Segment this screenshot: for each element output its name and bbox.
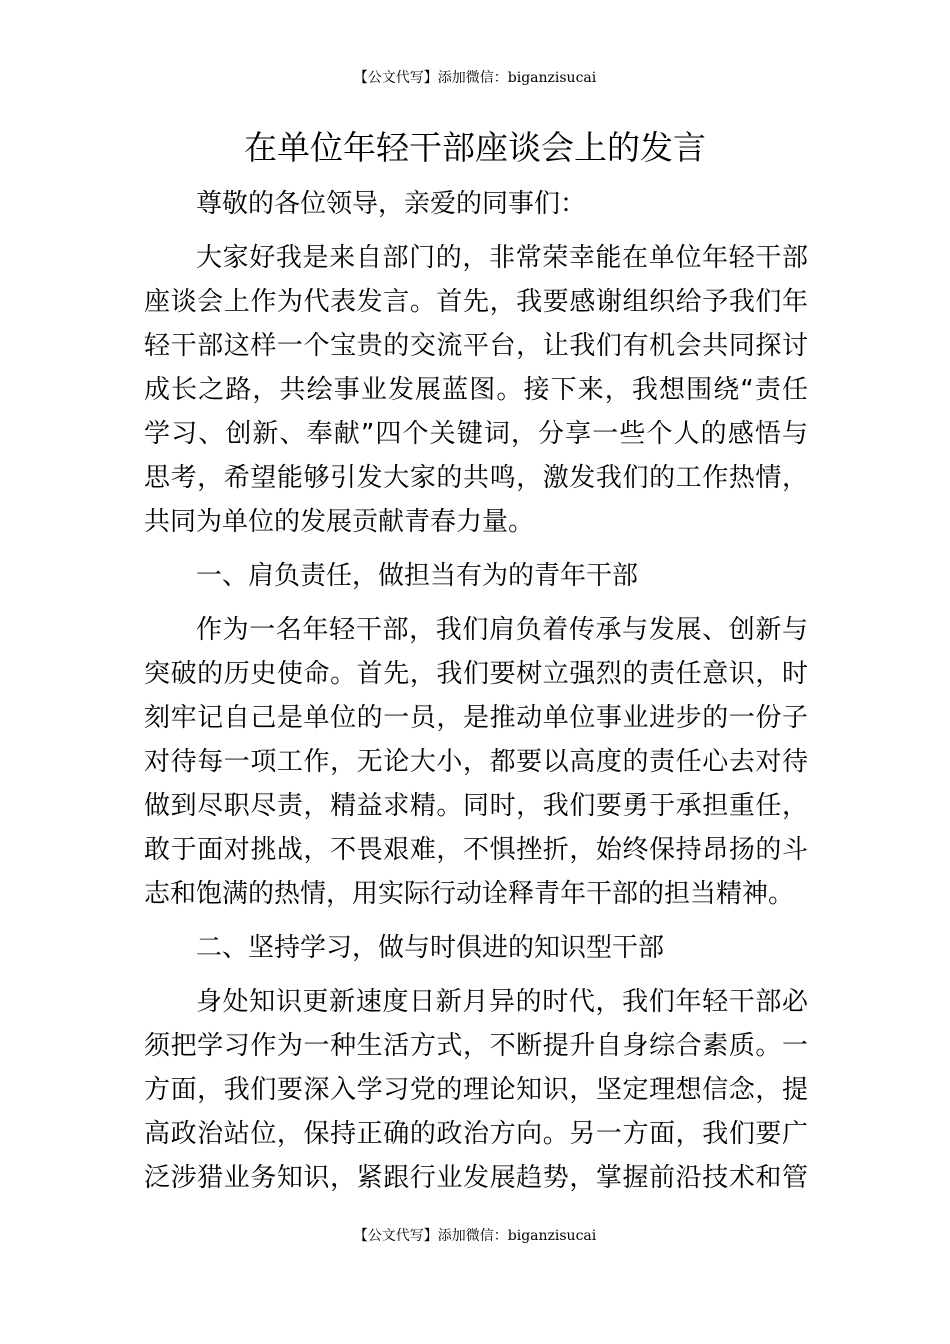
text-line: 大家好我是来自部门的，非常荣幸能在单位年轻干部 xyxy=(196,243,808,273)
text-line: 对待每一项工作，无论大小，都要以高度的责任心去对待 xyxy=(144,747,808,777)
text-line: 共同为单位的发展贡献青春力量。 xyxy=(144,507,535,537)
text-line: 成长之路，共绘事业发展蓝图。接下来，我想围绕“责任 xyxy=(144,375,808,405)
section-heading-learning: 二、坚持学习，做与时俱进的知识型干部 xyxy=(196,933,665,963)
text-line: 泛涉猎业务知识，紧跟行业发展趋势，掌握前沿技术和管 xyxy=(144,1163,808,1193)
header-watermark: 【公文代写】添加微信：biganzisucai xyxy=(353,70,597,86)
text-line: 轻干部这样一个宝贵的交流平台，让我们有机会共同探讨 xyxy=(144,331,808,361)
document-body xyxy=(144,182,808,1210)
text-line: 思考，希望能够引发大家的共鸣，激发我们的工作热情， xyxy=(144,463,808,493)
text-line: 刻牢记自己是单位的一员，是推动单位事业进步的一份子 xyxy=(144,703,808,733)
section-heading-responsibility: 一、肩负责任，做担当有为的青年干部 xyxy=(196,561,639,591)
text-line: 方面，我们要深入学习党的理论知识，坚定理想信念，提 xyxy=(144,1075,808,1105)
text-line: 高政治站位，保持正确的政治方向。另一方面，我们要广 xyxy=(144,1119,808,1149)
text-line: 突破的历史使命。首先，我们要树立强烈的责任意识，时 xyxy=(144,659,808,689)
text-line: 敢于面对挑战，不畏艰难，不惧挫折，始终保持昂扬的斗 xyxy=(144,835,808,865)
text-line: 做到尽职尽责，精益求精。同时，我们要勇于承担重任， xyxy=(144,791,808,821)
text-line: 身处知识更新速度日新月异的时代，我们年轻干部必 xyxy=(196,987,808,1017)
footer-watermark: 【公文代写】添加微信：biganzisucai xyxy=(353,1228,597,1244)
text-line: 须把学习作为一种生活方式，不断提升自身综合素质。一 xyxy=(144,1031,808,1061)
text-line: 志和饱满的热情，用实际行动诠释青年干部的担当精神。 xyxy=(144,879,795,909)
text-line: 座谈会上作为代表发言。首先，我要感谢组织给予我们年 xyxy=(144,287,808,317)
paragraph-responsibility xyxy=(144,608,808,916)
text-line: 作为一名年轻干部，我们肩负着传承与发展、创新与 xyxy=(196,615,808,645)
paragraph-intro xyxy=(144,236,808,544)
text-line: 学习、创新、奉献”四个关键词，分享一些个人的感悟与 xyxy=(144,419,808,449)
paragraph-learning xyxy=(144,980,808,1200)
greeting: 尊敬的各位领导，亲爱的同事们： xyxy=(196,189,587,219)
document-title: 在单位年轻干部座谈会上的发言 xyxy=(244,128,706,167)
